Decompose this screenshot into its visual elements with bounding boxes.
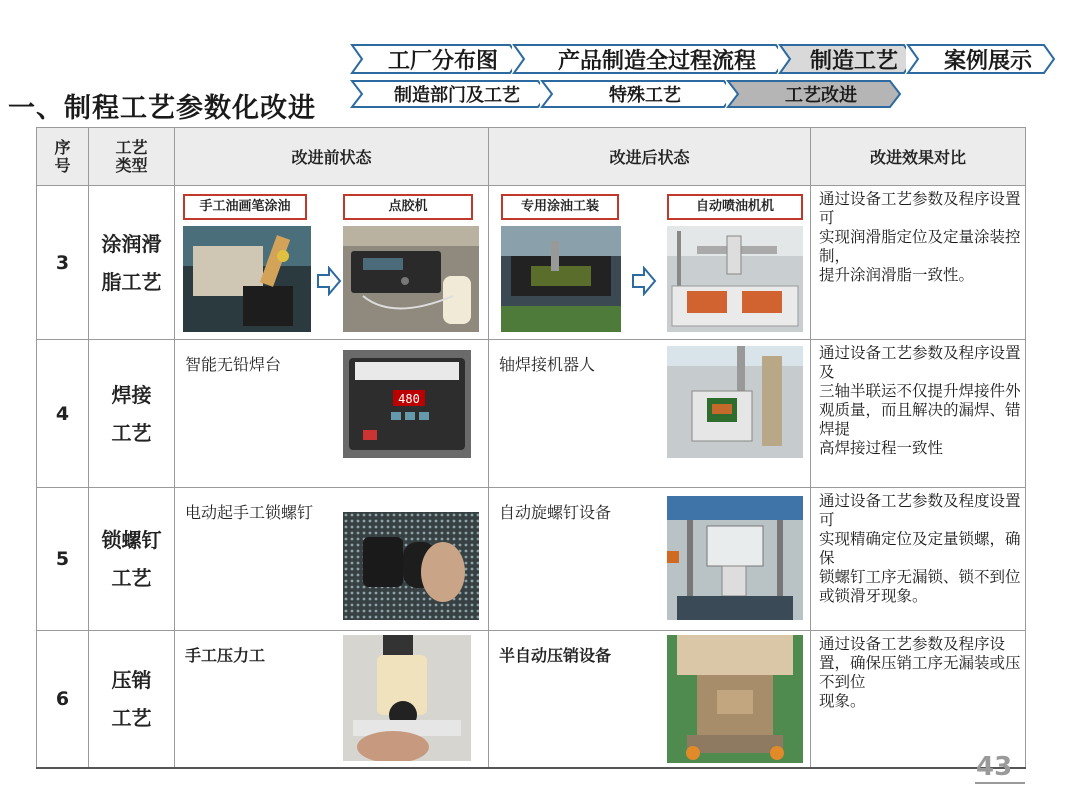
effect-text: 通过设备工艺参数及程序设置及 三轴半联运不仅提升焊接件外观质量，而且解决的漏焊、错焊提 高焊接过程一致性	[811, 340, 1026, 488]
after-label-auto-sprayer: 自动喷油机机	[667, 194, 803, 220]
nav-tab-departments[interactable]: 制造部门及工艺	[350, 80, 550, 108]
nav-tab-factory-layout[interactable]: 工厂分布图	[350, 44, 522, 74]
after-cell	[489, 340, 811, 488]
photo-auto-sprayer	[667, 226, 803, 332]
before-description: 智能无铅焊台	[185, 355, 282, 374]
row-number: 4	[37, 340, 89, 488]
row-number: 3	[37, 186, 89, 340]
after-cell	[489, 631, 811, 768]
row-number: 6	[37, 631, 89, 768]
arrow-right-icon	[316, 266, 342, 296]
after-label-oiling-fixture: 专用涂油工装	[501, 194, 619, 220]
process-type: 焊接工艺	[89, 340, 175, 488]
before-cell	[175, 631, 489, 768]
nav-tab-case-showcase[interactable]: 案例展示	[906, 44, 1056, 74]
svg-text:480: 480	[398, 392, 420, 406]
header-seq: 序号	[37, 128, 89, 186]
photo-oiling-fixture	[501, 226, 621, 332]
page-title: 一、制程工艺参数化改进	[8, 93, 316, 124]
nav-tab-manufacturing-process[interactable]: 制造工艺	[778, 44, 916, 74]
page-number: 43	[976, 752, 1013, 782]
table-row	[37, 488, 1026, 631]
effect-text: 通过设备工艺参数及程序设置，确保压销工序无漏装或压不到位 现象。	[811, 631, 1026, 768]
photo-soldering-station	[343, 350, 471, 458]
table-row	[37, 186, 1026, 340]
after-cell	[489, 186, 811, 340]
before-description: 电动起手工锁螺钉	[185, 503, 314, 522]
photo-manual-brush	[183, 226, 311, 332]
page-number-underline	[975, 782, 1025, 784]
header-before: 改进前状态	[175, 128, 489, 186]
table-header-row	[37, 128, 1026, 186]
before-cell	[175, 186, 489, 340]
after-description: 轴焊接机器人	[499, 355, 596, 374]
arrow-right-icon	[631, 266, 657, 296]
table-row	[37, 340, 1026, 488]
process-type: 涂润滑脂工艺	[89, 186, 175, 340]
after-description: 自动旋螺钉设备	[499, 503, 612, 522]
header-after: 改进后状态	[489, 128, 811, 186]
before-label-dispenser: 点胶机	[343, 194, 473, 220]
effect-text: 通过设备工艺参数及程序设置可 实现润滑脂定位及定量涂装控制， 提升涂润滑脂一致性。	[811, 186, 1026, 340]
photo-dispenser	[343, 226, 479, 332]
after-description: 半自动压销设备	[499, 646, 612, 665]
effect-text: 通过设备工艺参数及程度设置可 实现精确定位及定量锁螺，确保 锁螺钉工序无漏锁、锁不到位或锁滑牙现象。	[811, 488, 1026, 631]
photo-electric-screwdriver	[343, 512, 479, 620]
before-description: 手工压力工	[185, 646, 266, 665]
after-cell	[489, 488, 811, 631]
header-effect: 改进效果对比	[811, 128, 1026, 186]
before-label-manual-brush: 手工油画笔涂油	[183, 194, 307, 220]
nav-tab-process-improvement[interactable]: 工艺改进	[726, 80, 902, 108]
table-row	[37, 631, 1026, 768]
process-type: 压销工艺	[89, 631, 175, 768]
header-type: 工艺类型	[89, 128, 175, 186]
photo-auto-screw-machine	[667, 496, 803, 620]
photo-soldering-robot	[667, 346, 803, 458]
nav-row-primary	[350, 44, 1046, 74]
photo-semi-auto-press	[667, 635, 803, 763]
nav-row-secondary	[350, 80, 892, 108]
before-cell	[175, 488, 489, 631]
nav-tab-special-process[interactable]: 特殊工艺	[540, 80, 736, 108]
photo-manual-press	[343, 635, 471, 761]
before-cell	[175, 340, 489, 488]
process-type: 锁螺钉工艺	[89, 488, 175, 631]
process-improvement-table	[36, 127, 1026, 769]
nav-tab-process-flow[interactable]: 产品制造全过程流程	[512, 44, 788, 74]
row-number: 5	[37, 488, 89, 631]
